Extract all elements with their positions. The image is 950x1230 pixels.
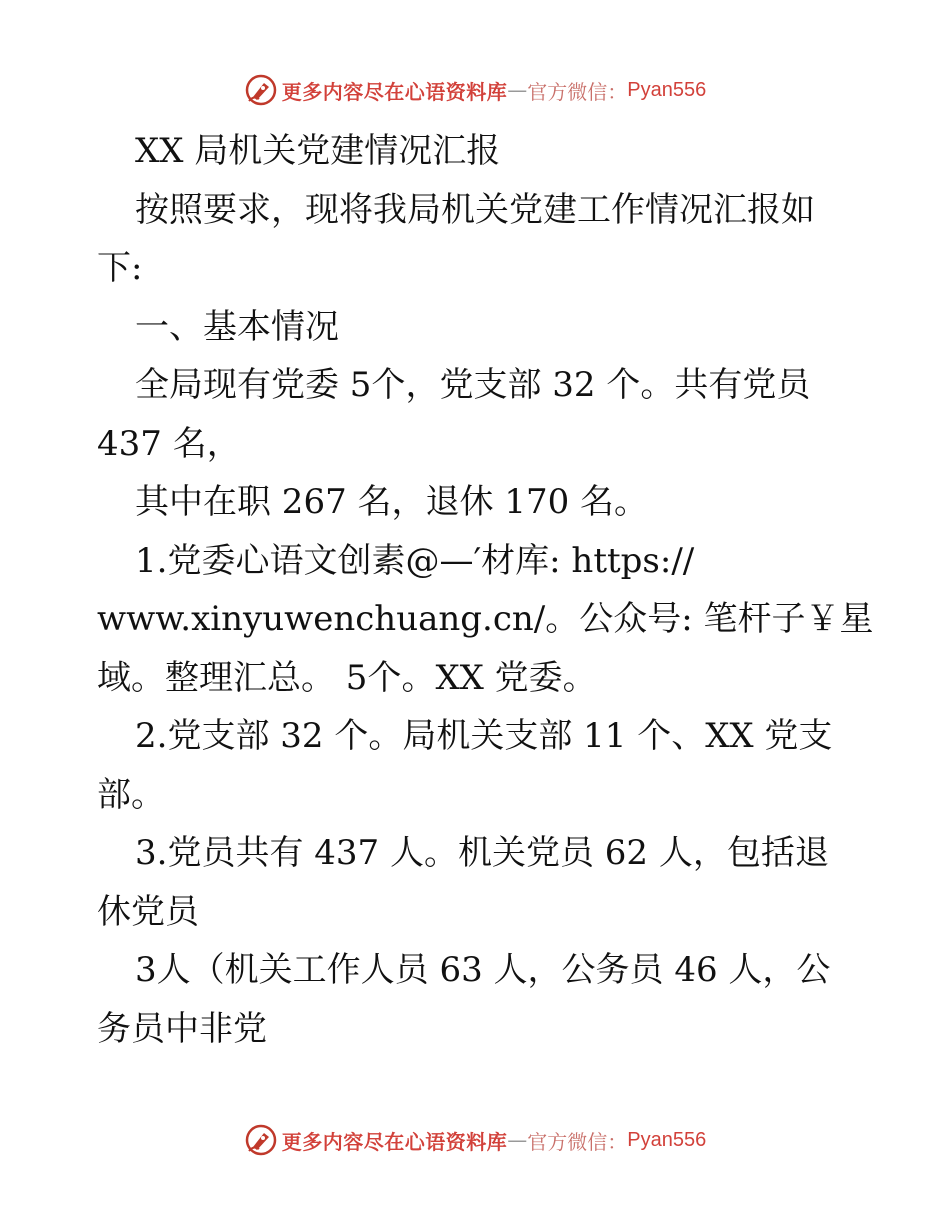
paragraph-line: 2.党支部 32 个。局机关支部 11 个、XX 党支 — [135, 716, 833, 756]
watermark-wechat-label: 官方微信： — [527, 79, 628, 104]
watermark-dash: — — [507, 1128, 528, 1152]
paragraph-line: www.xinyuwenchuang.cn/。公众号: 笔杆子￥星 — [97, 599, 874, 639]
paragraph-line: 其中在职 267 名，退休 170 名。 — [135, 482, 649, 522]
footer-watermark — [0, 1120, 950, 1160]
paragraph-line: XX 局机关党建情况汇报 — [135, 131, 501, 171]
paragraph-line: 按照要求，现将我局机关党建工作情况汇报如 — [135, 189, 815, 230]
paragraph-line: 1.党委心语文创素@—′材库: https:// — [135, 540, 695, 581]
paragraph-line: 一、基本情况 — [135, 306, 339, 347]
pen-nib-logo-icon — [244, 1123, 278, 1157]
document-body — [97, 122, 874, 1058]
watermark-wechat-id: Pyan556 — [627, 1128, 707, 1151]
watermark-wechat-id: Pyan556 — [627, 78, 707, 101]
watermark-main-text: 更多内容尽在心语资料库 — [281, 1129, 508, 1154]
paragraph-line: 3.党员共有 437 人。机关党员 62 人，包括退 — [135, 833, 829, 873]
watermark-wechat-label: 官方微信： — [527, 1129, 628, 1154]
watermark-dash: — — [507, 78, 528, 102]
watermark-main-text: 更多内容尽在心语资料库 — [281, 79, 508, 104]
paragraph-line: 部。 — [97, 774, 165, 815]
paragraph-line: 域。整理汇总。 5个。XX 党委。 — [97, 657, 597, 698]
paragraph-line: 3人（机关工作人员 63 人，公务员 46 人，公 — [135, 950, 831, 990]
pen-nib-logo-icon — [244, 73, 278, 107]
paragraph-line: 全局现有党委 5个，党支部 32 个。共有党员 — [135, 365, 811, 405]
paragraph-line: 437 名， — [97, 423, 241, 464]
header-watermark — [0, 70, 950, 110]
paragraph-line: 休党员 — [97, 891, 199, 932]
paragraph-line: 务员中非党 — [97, 1008, 267, 1049]
paragraph-line: 下: — [97, 248, 143, 288]
